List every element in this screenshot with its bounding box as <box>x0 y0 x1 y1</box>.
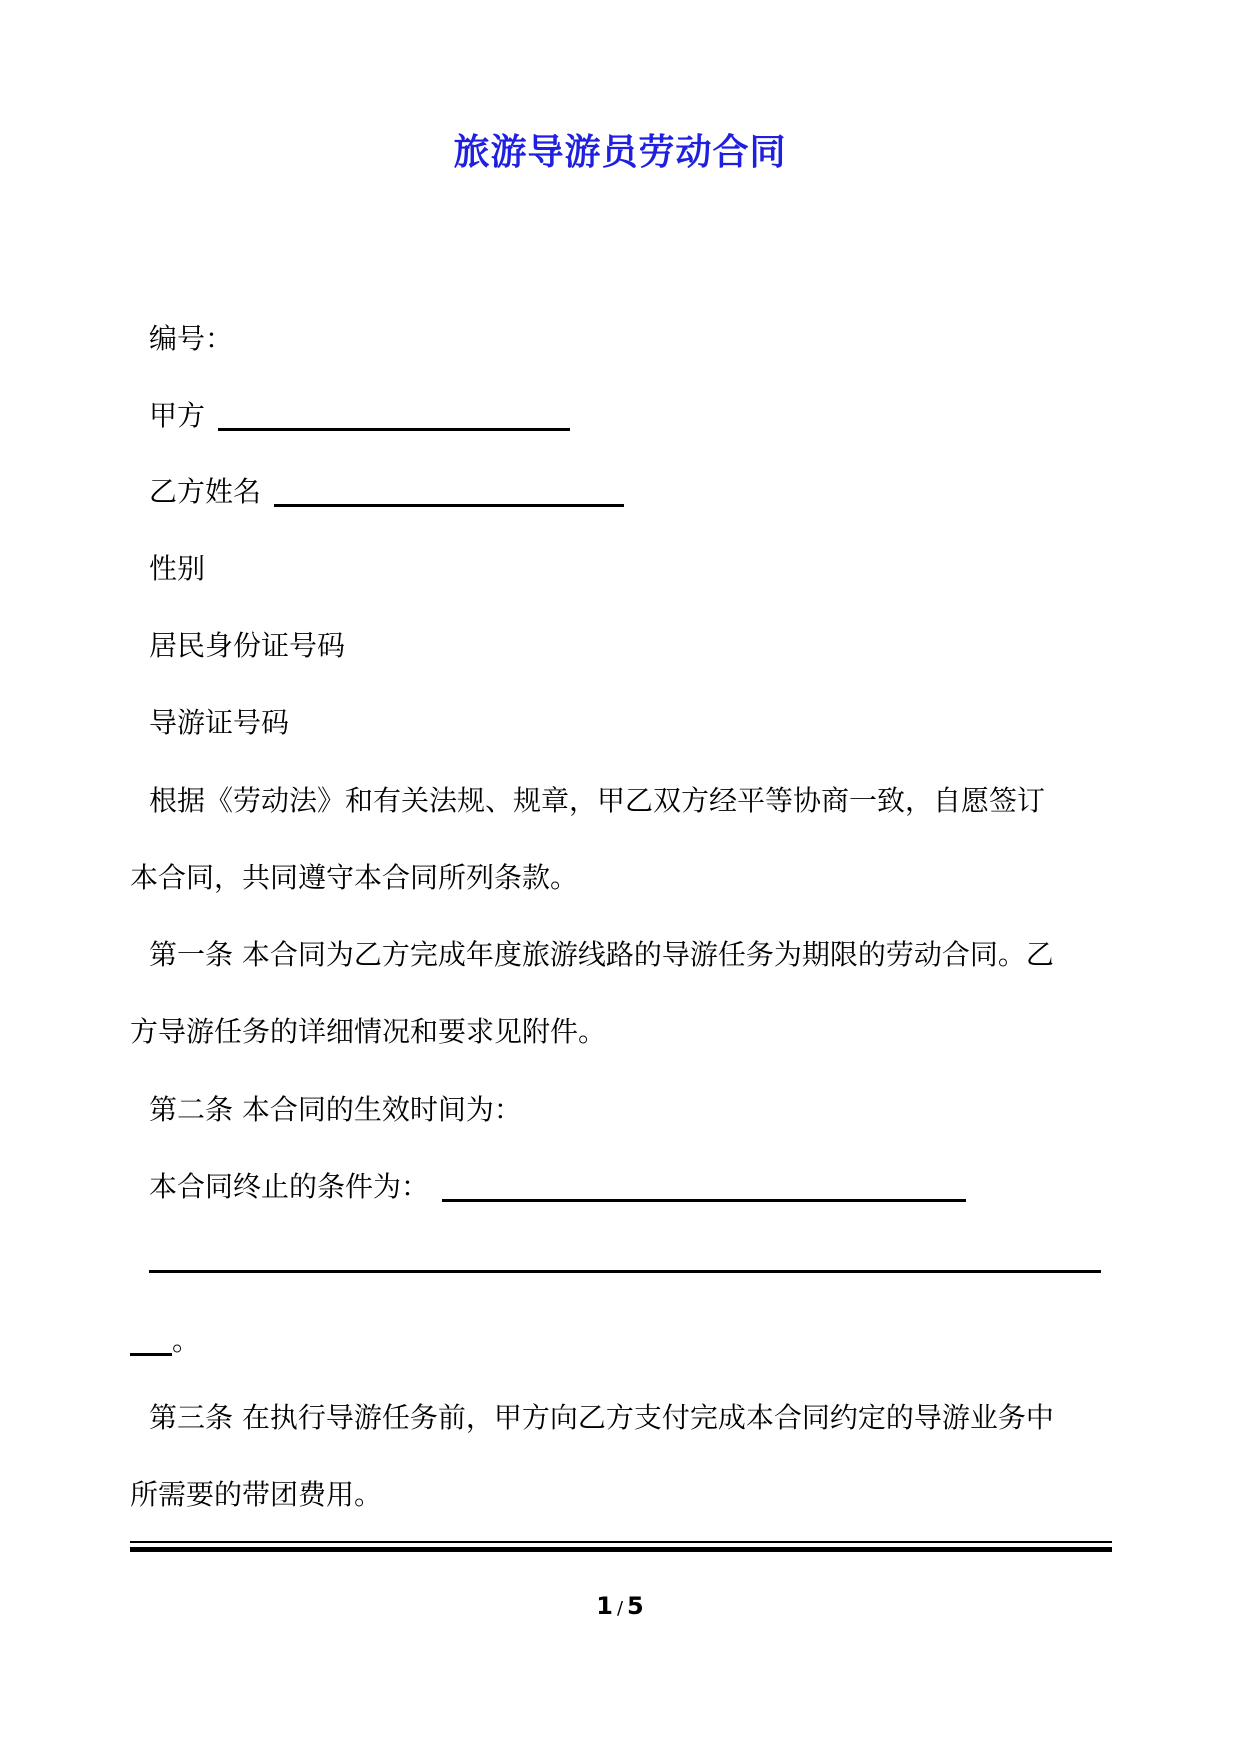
termination-blank-1[interactable] <box>442 1171 966 1202</box>
footer-rule-thin <box>130 1541 1112 1543</box>
article-2-effective <box>149 1090 522 1130</box>
page-separator: / <box>616 1598 624 1619</box>
article-3-line-2: 所需要的带团费用。 <box>130 1478 383 1511</box>
party-b-name-field <box>149 472 624 512</box>
preamble-line-1: 根据《劳动法》和有关法规、规章，甲乙双方经平等协商一致，自愿签订 <box>149 784 1046 817</box>
article-3-line-1: 第三条 在执行导游任务前，甲方向乙方支付完成本合同约定的导游业务中 <box>149 1401 1054 1434</box>
document-title: 旅游导游员劳动合同 <box>453 132 787 173</box>
article-2-termination-end <box>130 1321 200 1361</box>
total-pages: 5 <box>627 1592 644 1620</box>
preamble-line-2: 本合同，共同遵守本合同所列条款。 <box>130 861 579 894</box>
current-page: 1 <box>596 1592 613 1620</box>
termination-blank-3[interactable] <box>130 1325 172 1356</box>
effective-time-label: 第二条 本合同的生效时间为： <box>149 1093 522 1126</box>
footer-rule-thick <box>130 1547 1112 1552</box>
party-b-name-blank[interactable] <box>274 476 624 507</box>
guide-cert-label: 导游证号码 <box>149 706 290 739</box>
contract-number-field <box>149 319 233 359</box>
article-2-termination <box>149 1167 966 1207</box>
termination-end-mark: 。 <box>172 1324 201 1357</box>
gender-field <box>149 549 205 589</box>
contract-number-label: 编号： <box>149 322 234 355</box>
id-card-label: 居民身份证号码 <box>149 629 346 662</box>
article-1-line-2: 方导游任务的详细情况和要求见附件。 <box>130 1015 607 1048</box>
party-a-label: 甲方 <box>149 399 206 432</box>
guide-cert-field <box>149 703 289 743</box>
termination-blank-2[interactable] <box>149 1270 1101 1273</box>
gender-label: 性别 <box>149 552 206 585</box>
party-b-name-label: 乙方姓名 <box>149 475 262 508</box>
id-card-field <box>149 626 345 666</box>
article-1-line-1: 第一条 本合同为乙方完成年度旅游线路的导游任务为期限的劳动合同。乙 <box>149 938 1054 971</box>
page-number <box>0 1592 1240 1620</box>
party-a-field <box>149 396 570 436</box>
termination-label: 本合同终止的条件为： <box>149 1170 430 1203</box>
party-a-blank[interactable] <box>218 400 570 431</box>
